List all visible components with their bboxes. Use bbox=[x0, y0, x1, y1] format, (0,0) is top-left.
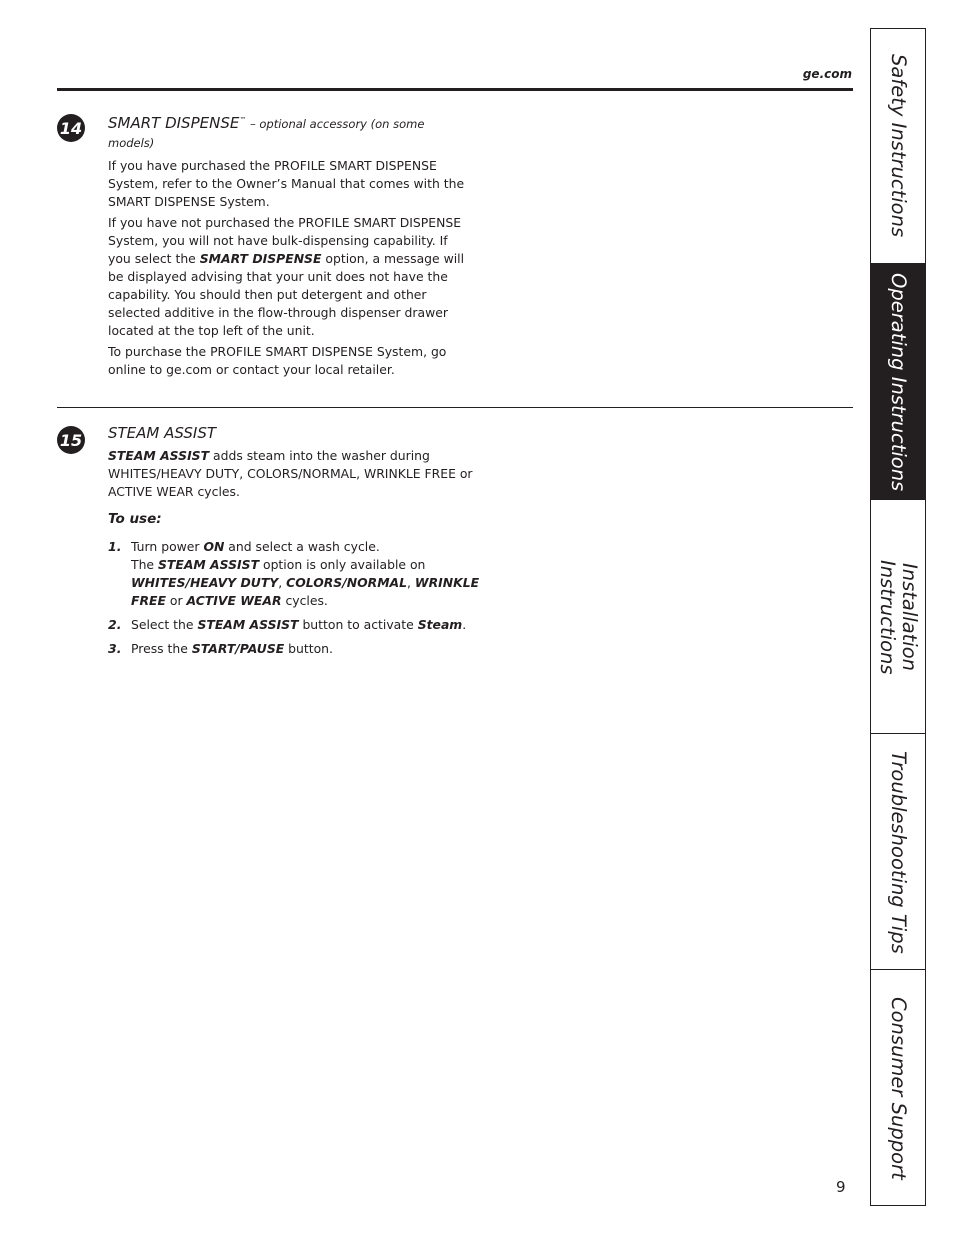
step-number: 2. bbox=[108, 617, 122, 632]
text: . bbox=[462, 617, 467, 632]
tab-label: Safety Instructions bbox=[887, 54, 910, 238]
bold-text: STEAM ASSIST bbox=[157, 557, 260, 572]
tab-operating-instructions[interactable] bbox=[871, 263, 925, 500]
bold-text: WRINKLE FREE bbox=[131, 575, 480, 608]
text: Select the bbox=[131, 617, 198, 632]
text: , bbox=[278, 575, 287, 590]
section-divider bbox=[57, 407, 853, 408]
text: Press the bbox=[131, 641, 192, 656]
p2-text-a: If you have not purchased the PROFILE SMART DISPENSE System, you will not have bulk-dispensing capability. If you select the bbox=[108, 215, 462, 266]
text: cycles. bbox=[281, 593, 328, 608]
step-text bbox=[131, 640, 333, 658]
intro-text: adds steam into the washer during WHITES/HEAVY DUTY, COLORS/NORMAL, WRINKLE FREE or ACTIVE WEAR cycles. bbox=[108, 448, 473, 499]
tab-label: Operating Instructions bbox=[887, 272, 910, 492]
step-text bbox=[131, 616, 466, 634]
tab-troubleshooting-tips[interactable] bbox=[871, 733, 925, 970]
step-text bbox=[131, 538, 488, 610]
paragraph-2 bbox=[108, 214, 473, 340]
list-item bbox=[108, 616, 488, 634]
section-steam-assist bbox=[108, 424, 480, 664]
p2-text-b: option, a message will be displayed advising that your unit does not have the capability. You should then put detergent and other selected additive in the flow-through dispenser drawer located at the top left of the unit. bbox=[108, 251, 465, 338]
p2-bold: SMART DISPENSE bbox=[199, 251, 322, 266]
paragraph-3: To purchase the PROFILE SMART DISPENSE System, go online to ge.com or contact your local retailer. bbox=[108, 344, 447, 377]
text: Turn power bbox=[131, 539, 204, 554]
bold-text: WHITES/HEAVY DUTY bbox=[131, 575, 279, 590]
tab-safety-instructions[interactable] bbox=[871, 29, 925, 263]
bold-text: STEAM ASSIST bbox=[197, 617, 299, 632]
text: option is only available on bbox=[259, 557, 426, 572]
to-use-label: To use: bbox=[108, 511, 162, 527]
tab-consumer-support[interactable] bbox=[871, 969, 925, 1206]
list-item bbox=[108, 640, 488, 658]
intro-paragraph bbox=[108, 447, 473, 501]
bold-text: ACTIVE WEAR bbox=[186, 593, 282, 608]
header-rule bbox=[57, 88, 853, 91]
text: , bbox=[407, 575, 415, 590]
text: The bbox=[131, 557, 158, 572]
step-number: 3. bbox=[108, 641, 122, 656]
bold-text: ON bbox=[203, 539, 225, 554]
step-badge-14: 14 bbox=[57, 114, 85, 142]
text: or bbox=[165, 593, 187, 608]
text: button. bbox=[284, 641, 333, 656]
bold-text: Steam bbox=[417, 617, 463, 632]
list-item bbox=[108, 538, 488, 610]
section-heading bbox=[108, 111, 473, 152]
steps-list bbox=[108, 538, 488, 658]
heading-title: SMART DISPENSE bbox=[108, 114, 240, 132]
step-badge-15: 15 bbox=[57, 426, 85, 454]
tab-label: Consumer Support bbox=[887, 996, 910, 1180]
tab-label: Installation Instructions bbox=[876, 559, 921, 675]
intro-bold: STEAM ASSIST bbox=[108, 448, 210, 463]
bold-text: START/PAUSE bbox=[191, 641, 285, 656]
paragraph-1: If you have purchased the PROFILE SMART DISPENSE System, refer to the Owner’s Manual that comes with the SMART DISPENSE System. bbox=[108, 158, 465, 209]
section-heading: STEAM ASSIST bbox=[108, 424, 217, 442]
bold-text: COLORS/NORMAL bbox=[286, 575, 408, 590]
step-number: 1. bbox=[108, 539, 122, 554]
tab-label: Troubleshooting Tips bbox=[887, 750, 910, 954]
heading-subtitle: – optional accessory (on some models) bbox=[108, 117, 425, 150]
site-url[interactable]: ge.com bbox=[802, 67, 852, 81]
section-smart-dispense bbox=[108, 111, 473, 382]
trademark: ™ bbox=[239, 116, 247, 124]
text: button to activate bbox=[298, 617, 418, 632]
text: and select a wash cycle. bbox=[224, 539, 380, 554]
tab-installation-instructions[interactable] bbox=[871, 499, 925, 734]
page-number: 9 bbox=[836, 1178, 846, 1196]
side-tabs bbox=[870, 28, 926, 1206]
